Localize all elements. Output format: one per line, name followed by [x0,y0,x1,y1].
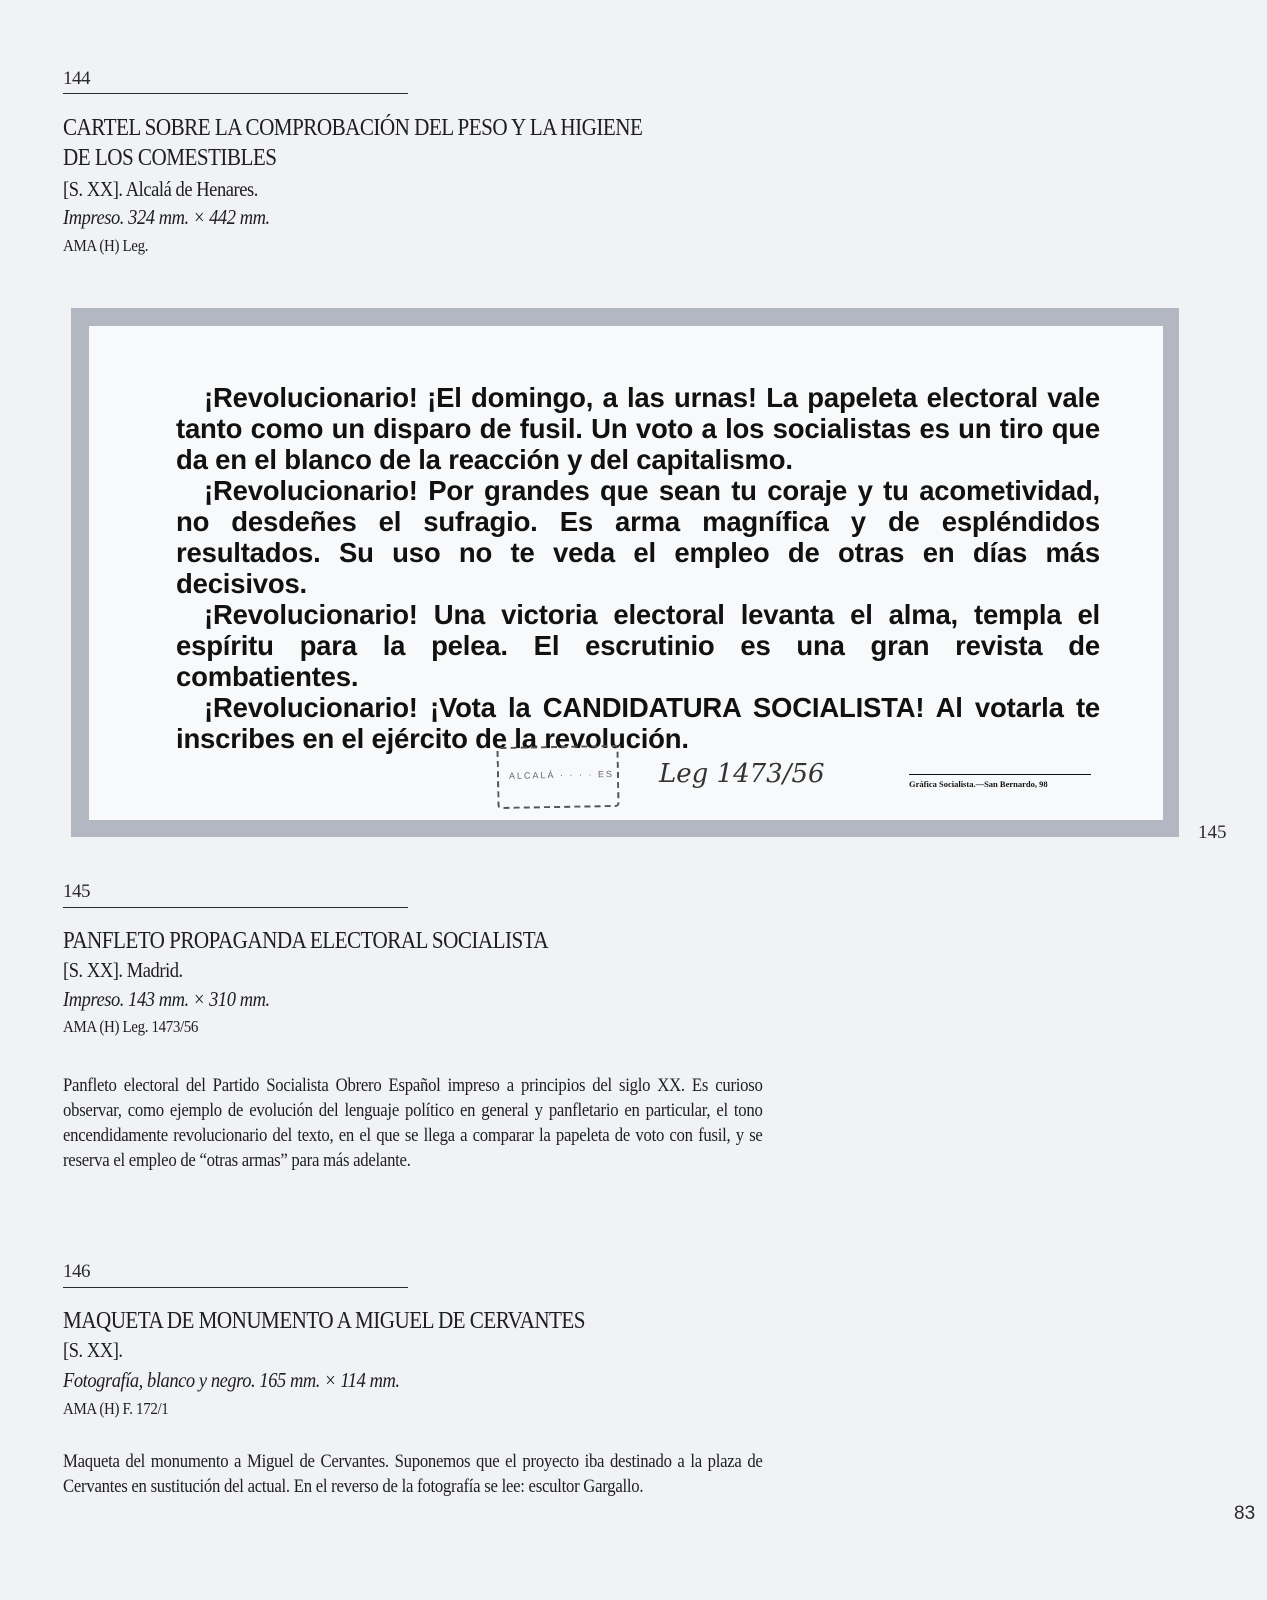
entry-number: 146 [63,1261,90,1282]
handwritten-note: Leg 1473/56 [659,759,825,789]
entry-date-place: [S. XX]. Alcalá de Henares. [63,177,258,201]
entry-date-place: [S. XX]. [63,1338,123,1362]
figure-label: 145 [1198,822,1227,843]
entry-title-line: PANFLETO PROPAGANDA ELECTORAL SOCIALISTA [63,928,549,954]
page-number: 83 [1234,1503,1256,1524]
pamphlet-paragraph: ¡Revolucionario! ¡El domingo, a las urnas! La papeleta electoral vale tanto como un disparo de fusil. Un voto a los socialistas es un tiro que da en el blanco de la reacción y del capitalismo. [176,382,1100,475]
entry-title-line: CARTEL SOBRE LA COMPROBACIÓN DEL PESO Y LA HIGIENE [63,115,643,141]
pamphlet-figure [71,308,1179,837]
printer-imprint: Gráfica Socialista.—San Bernardo, 98 [909,774,1091,789]
entry-date-place: [S. XX]. Madrid. [63,958,183,982]
pamphlet-paragraph: ¡Revolucionario! ¡Vota la CANDIDATURA SOCIALISTA! Al votarla te inscribes en el ejército de la revolución. [176,692,1100,754]
pamphlet-paper [89,326,1163,820]
pamphlet-paragraph: ¡Revolucionario! Por grandes que sean tu coraje y tu acometividad, no desdeñes el sufragio. Es arma magnífica y de espléndidos resultados. Su uso no te veda el empleo de otras en días más decisivos. [176,475,1100,599]
entry-rule [63,907,408,908]
entry-rule [63,93,408,94]
entry-source: AMA (H) Leg. 1473/56 [63,1017,199,1036]
entry-title-line: MAQUETA DE MONUMENTO A MIGUEL DE CERVANTES [63,1308,586,1334]
entry-description: Maqueta del monumento a Miguel de Cervantes. Suponemos que el proyecto iba destinado a la plaza de Cervantes en sustitución del actual. En el reverso de la fotografía se lee: escultor Gargallo. [63,1451,763,1497]
entry-rule [63,1287,408,1288]
entry-format: Impreso. 143 mm. × 310 mm. [63,987,270,1011]
entry-source: AMA (H) F. 172/1 [63,1399,169,1418]
entry-format: Impreso. 324 mm. × 442 mm. [63,205,270,229]
entry-format: Fotografía, blanco y negro. 165 mm. × 114 mm. [63,1368,400,1392]
entry-description: Panfleto electoral del Partido Socialista Obrero Español impreso a principios del siglo XX. Es curioso observar, como ejemplo de evolución del lenguaje político en general y panfletario en particular, el tono encendidamente revolucionario del texto, en el que se llega a comparar la papeleta de voto con fusil, y se reserva el empleo de “otras armas” para más adelante. [63,1075,763,1171]
pamphlet-paragraph: ¡Revolucionario! Una victoria electoral levanta el alma, templa el espíritu para la pelea. El escrutinio es una gran revista de combatientes. [176,599,1100,692]
entry-title-line: DE LOS COMESTIBLES [63,145,277,171]
archive-stamp-lettering: ALCALÁ · · · · ES [508,769,615,781]
archive-stamp [496,745,619,809]
entry-number: 145 [63,881,90,902]
entry-number: 144 [63,68,90,89]
entry-source: AMA (H) Leg. [63,236,149,255]
pamphlet-text [176,382,1100,754]
